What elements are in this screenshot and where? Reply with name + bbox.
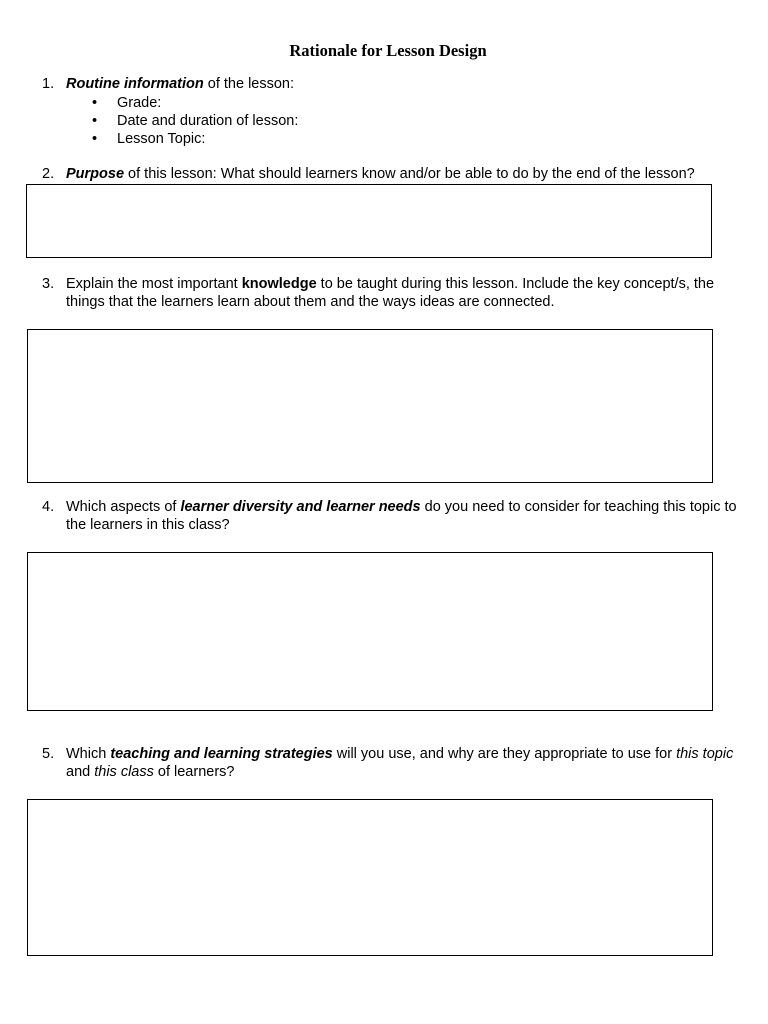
question-number: 3. (42, 276, 55, 292)
document-title: Rationale for Lesson Design (289, 41, 487, 60)
question-5 (42, 745, 752, 781)
question-text-and: and (66, 764, 95, 780)
routine-info-list (117, 94, 298, 148)
question-text: to be taught during this lesson. Include the key concept/s, the things that the learners learn about them and the ways ideas are connected. (66, 276, 715, 310)
question-text-mid: will you use, and why are they appropriate to use for (332, 746, 677, 762)
answer-box-learner-diversity[interactable] (27, 552, 713, 711)
question-3 (42, 275, 752, 311)
question-text-pre: Which aspects of (66, 499, 181, 515)
question-number: 2. (42, 166, 55, 182)
question-emphasis: teaching and learning strategies (110, 746, 333, 762)
answer-box-purpose[interactable] (26, 184, 712, 258)
question-number: 4. (42, 499, 55, 515)
question-text-pre: Which (66, 746, 111, 762)
answer-box-knowledge[interactable] (27, 329, 713, 483)
question-4 (42, 498, 752, 534)
question-text: do you need to consider for teaching this topic to the learners in this class? (66, 499, 737, 533)
answer-box-strategies[interactable] (27, 799, 713, 956)
question-text: of the lesson: (203, 76, 295, 92)
list-item-date-duration: • Date and duration of lesson: (117, 112, 298, 130)
question-1 (42, 75, 752, 93)
list-item-grade: • Grade: (117, 94, 298, 112)
question-text: of learners? (153, 764, 235, 780)
question-emphasis: Purpose (66, 166, 125, 182)
question-2 (42, 165, 752, 183)
question-number: 5. (42, 746, 55, 762)
question-emphasis: learner diversity and learner needs (180, 499, 421, 515)
question-emphasis: knowledge (241, 276, 317, 292)
question-text: of this lesson: What should learners know and/or be able to do by the end of the lesson? (124, 166, 695, 182)
question-number: 1. (42, 76, 55, 92)
question-emphasis: Routine information (66, 76, 204, 92)
question-italic-class: this class (94, 764, 154, 780)
question-text-pre: Explain the most important (66, 276, 242, 292)
question-italic-topic: this topic (676, 746, 734, 762)
list-item-lesson-topic: • Lesson Topic: (117, 130, 298, 148)
